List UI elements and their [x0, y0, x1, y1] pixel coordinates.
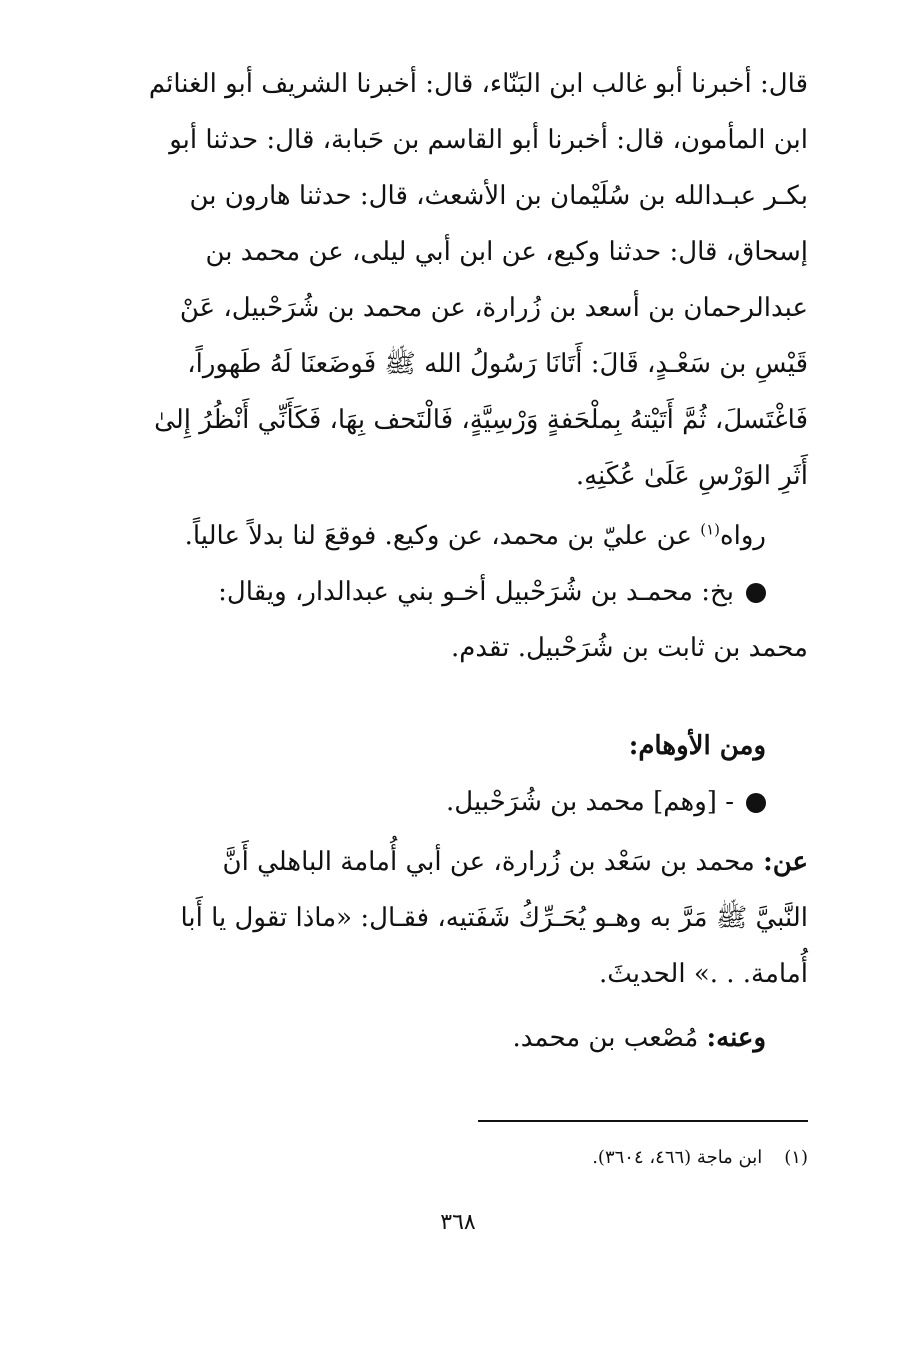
footnote-reference: (١) — [700, 520, 721, 539]
bullet-icon — [746, 793, 766, 813]
riwaya-text: عن عليّ بن محمد، عن وكيع. فوقعَ لنا بدلاً عالياً. — [184, 521, 701, 551]
footnote — [592, 1143, 808, 1173]
section-heading: ومن الأوهام: — [628, 731, 766, 761]
narration-line: قَيْسِ بن سَعْـدٍ، قَالَ: أَتَانَا رَسُولُ الله ﷺ فَوضَعنَا لَهُ طَهوراً، — [187, 349, 808, 379]
footnote-divider — [478, 1120, 808, 1122]
bukh-line: بخ: محمـد بن شُرَحْبيل أخـو بني عبدالدار، ويقال: — [218, 577, 734, 607]
awham-entry: - [وهم] محمد بن شُرَحْبيل. — [446, 787, 734, 817]
awham-section — [78, 718, 808, 830]
narration-line: قال: أخبرنا أبو غالب ابن البَنّاء، قال: أخبرنا الشريف أبو الغنائم — [148, 69, 808, 99]
narration-line: فَاغْتَسلَ، ثُمَّ أَتَيْتهُ بِملْحَفةٍ وَرْسِيَّةٍ، فَالْتَحف بِهَا، فَكَأَنِّي أَنْظُرُ إِلىٰ — [154, 405, 808, 435]
narration-line: ابن المأمون، قال: أخبرنا أبو القاسم بن حَبابة، قال: حدثنا أبو — [169, 125, 808, 155]
narration-line: بكـر عبـدالله بن سُلَيْمان بن الأشعث، قال: حدثنا هارون بن — [189, 181, 808, 211]
page-number: ٣٦٨ — [440, 1210, 476, 1235]
wa-anhu-paragraph — [78, 1010, 808, 1066]
footnote-number: (١) — [784, 1147, 808, 1168]
an-label: عن: — [763, 847, 808, 877]
an-line: أُمامة. . .» الحديثَ. — [598, 959, 808, 989]
an-line: النَّبيَّ ﷺ مَرَّ به وهـو يُحَـرِّكُ شَفَتيه، فقـال: «ماذا تقول يا أَبا — [180, 903, 808, 933]
bullet-icon — [746, 583, 766, 603]
footnote-text: ابن ماجة (٤٦٦، ٣٦٠٤). — [592, 1147, 763, 1168]
an-paragraph — [78, 834, 808, 1002]
narration-line: عبدالرحمان بن أسعد بن زُرارة، عن محمد بن شُرَحْبيل، عَنْ — [179, 293, 808, 323]
narration-line: إسحاق، قال: حدثنا وكيع، عن ابن أبي ليلى، عن محمد بن — [205, 237, 808, 267]
riwaya-paragraph — [78, 508, 808, 564]
wa-anhu-text: مُصْعب بن محمد. — [512, 1023, 707, 1053]
wa-anhu-label: وعنه: — [706, 1023, 766, 1053]
an-line: محمد بن سَعْد بن زُرارة، عن أبي أُمامة الباهلي أَنَّ — [222, 847, 764, 877]
hadith-narration — [78, 56, 808, 504]
riwaya-prefix: رواه — [720, 521, 766, 551]
narration-line: أَثَرِ الوَرْسِ عَلَىٰ عُكَنِهِ. — [575, 461, 808, 491]
bukh-line: محمد بن ثابت بن شُرَحْبيل. تقدم. — [451, 633, 808, 663]
bukh-paragraph — [78, 564, 808, 676]
